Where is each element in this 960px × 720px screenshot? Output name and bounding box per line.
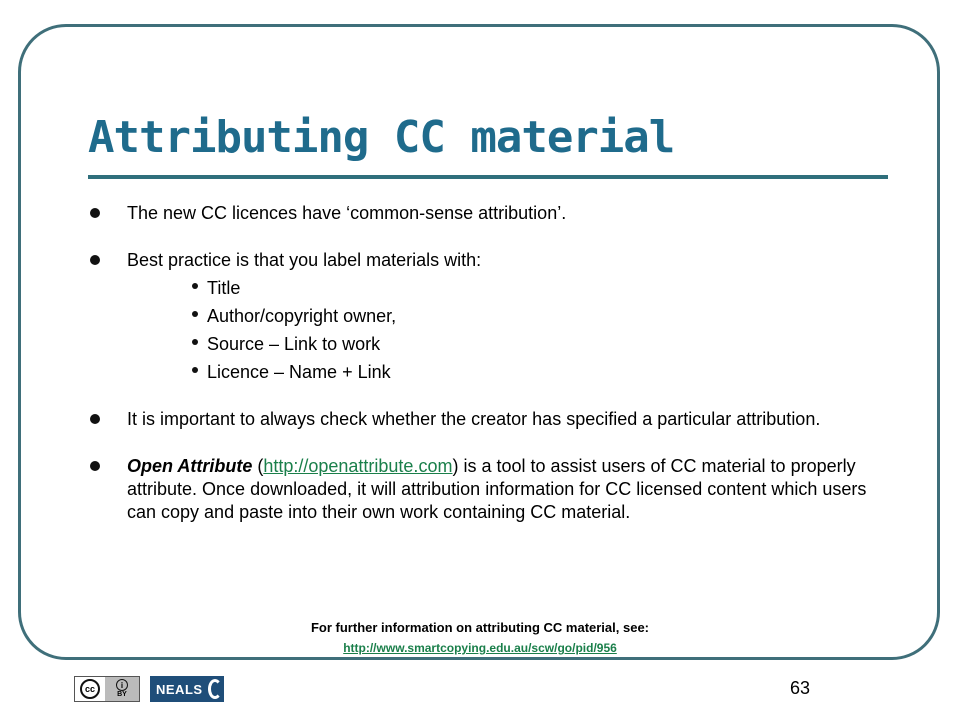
sub-item-source [127,332,870,356]
neals-logo-text: NEALS [156,681,203,697]
footer-note: For further information on attributing CC material, see: [310,620,650,635]
bullet-text-3: It is important to always check whether the creator has specified a particular attribution. [127,409,821,429]
open-paren-text: ( [252,456,264,476]
title-underline [88,175,888,179]
sub-bullet-dot [192,283,198,289]
bullet-item-1 [90,202,870,225]
bullet-dot [90,461,100,471]
page-number: 63 [790,678,811,698]
sub-bullet-dot [192,339,198,345]
by-panel [105,677,139,701]
slide-content [90,202,870,548]
open-attribute-name: Open Attribute [127,456,253,476]
by-label: BY [117,691,127,698]
bullet-item-4 [90,455,870,524]
sub-item-label: Source – Link to work [207,334,381,354]
sub-item-title [127,276,870,300]
sub-item-label: Title [207,278,241,298]
bullet-text-1: The new CC licences have ‘common-sense attribution’. [127,203,567,223]
smartcopying-link[interactable]: http://www.smartcopying.edu.au/scw/go/pid/956 [343,641,617,655]
bullet-text-2: Best practice is that you label materials with: [127,250,482,270]
cc-by-license-badge[interactable] [74,676,140,702]
open-attribute-link[interactable]: http://openattribute.com [263,456,453,476]
bullet-item-3 [90,408,870,431]
footer-link-container [0,641,960,655]
sub-item-author [127,304,870,328]
sub-item-licence [127,360,870,384]
bullet-dot [90,414,100,424]
neals-logo [150,676,224,702]
sub-bullet-dot [192,311,198,317]
sub-item-label: Licence – Name + Link [207,362,391,382]
bullet-dot [90,255,100,265]
neals-arc-icon [208,679,222,699]
attribution-icon: i [116,679,128,691]
cc-logo-panel [75,677,105,701]
slide-title: Attributing CC material [88,112,675,163]
cc-icon: cc [80,679,100,699]
sub-bullet-dot [192,367,198,373]
bullet-text-4: ) is a tool to assist users of CC material to properly attribute. Once downloaded, it will attribution information for CC licensed content which users can copy and paste into their own work containing CC material. [127,456,867,522]
sub-item-label: Author/copyright owner, [207,306,397,326]
bullet-item-2 [90,249,870,384]
bullet-dot [90,208,100,218]
